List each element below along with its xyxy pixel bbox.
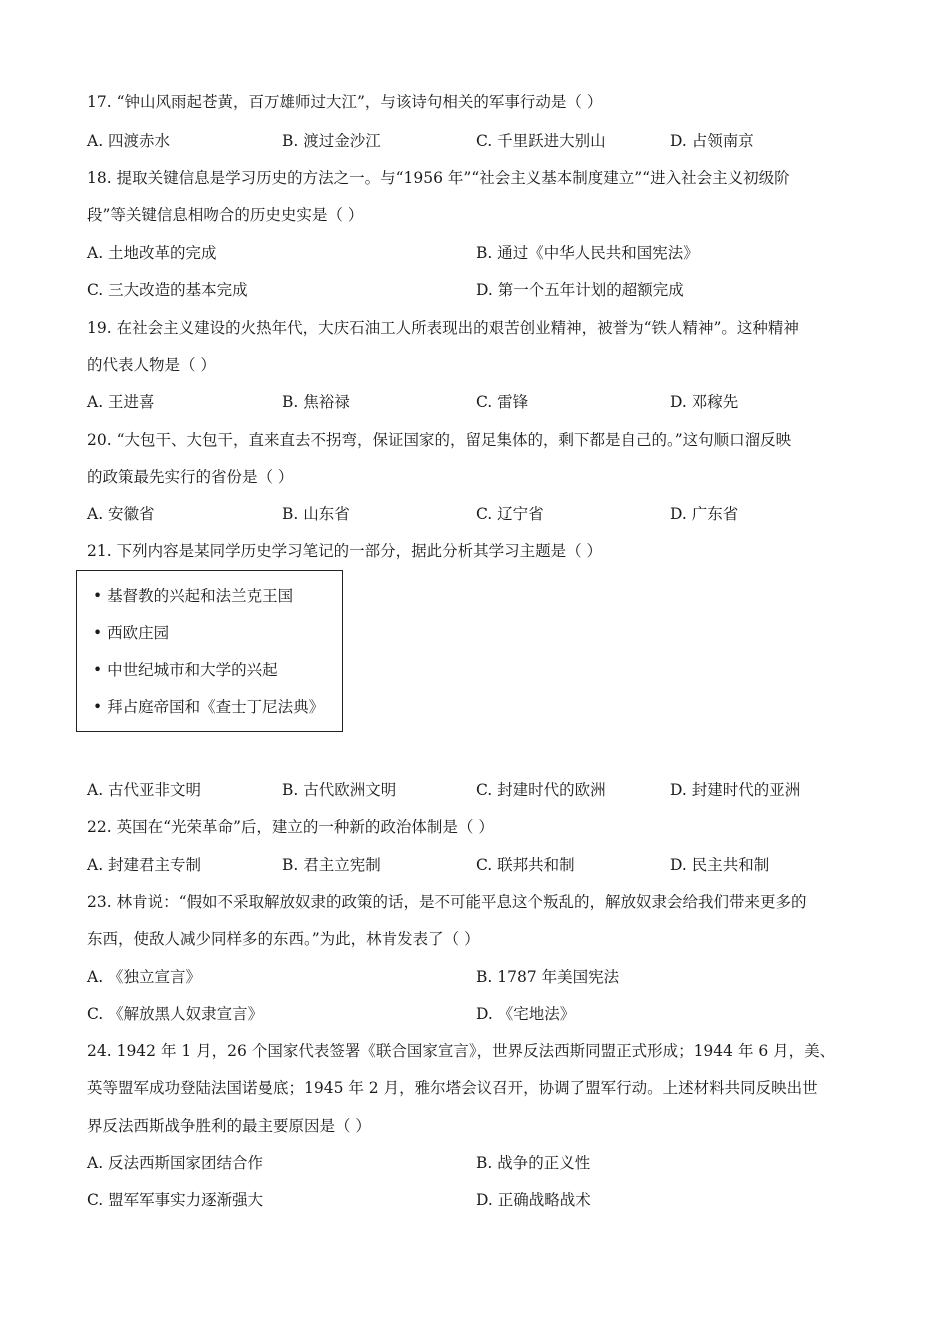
- note-item: • 西欧庄园: [93, 624, 170, 642]
- question-18-stem-line-2: 段”等关键信息相吻合的历史史实是（ ）: [87, 206, 364, 224]
- question-17-stem: 17. “钟山风雨起苍黄，百万雄师过大江”，与该诗句相关的军事行动是（ ）: [87, 93, 603, 111]
- q18-option-d: D. 第一个五年计划的超额完成: [476, 281, 684, 299]
- q21-option-d: D. 封建时代的亚洲: [670, 781, 801, 799]
- q23-option-c: C. 《解放黑人奴隶宣言》: [87, 1005, 264, 1023]
- q22-option-d: D. 民主共和制: [670, 856, 770, 874]
- note-item: • 中世纪城市和大学的兴起: [93, 661, 278, 679]
- q23-option-d: D. 《宅地法》: [476, 1005, 576, 1023]
- q19-option-a: A. 王进喜: [87, 393, 155, 411]
- q21-option-a: A. 古代亚非文明: [87, 781, 202, 799]
- q18-option-b: B. 通过《中华人民共和国宪法》: [476, 244, 699, 262]
- q22-option-c: C. 联邦共和制: [476, 856, 575, 874]
- q19-option-d: D. 邓稼先: [670, 393, 739, 411]
- question-19-stem-line-1: 19. 在社会主义建设的火热年代，大庆石油工人所表现出的艰苦创业精神，被誉为“铁人精神”。这种精神: [87, 319, 799, 337]
- q23-option-a: A. 《独立宣言》: [87, 968, 202, 986]
- q20-option-b: B. 山东省: [282, 505, 350, 523]
- question-19-stem-line-2: 的代表人物是（ ）: [87, 356, 216, 374]
- q17-option-d: D. 占领南京: [670, 132, 754, 150]
- question-24-stem-line-3: 界反法西斯战争胜利的最主要原因是（ ）: [87, 1117, 371, 1135]
- question-20-stem-line-1: 20. “大包干、大包干，直来直去不拐弯，保证国家的，留足集体的，剩下都是自己的。”这句顺口溜反映: [87, 431, 792, 449]
- q23-option-b: B. 1787 年美国宪法: [476, 968, 620, 986]
- q22-option-a: A. 封建君主专制: [87, 856, 202, 874]
- q21-option-b: B. 古代欧洲文明: [282, 781, 397, 799]
- q19-option-b: B. 焦裕禄: [282, 393, 350, 411]
- question-22-stem: 22. 英国在“光荣革命”后，建立的一种新的政治体制是（ ）: [87, 818, 494, 836]
- q19-option-c: C. 雷锋: [476, 393, 529, 411]
- q17-option-a: A. 四渡赤水: [87, 132, 171, 150]
- q21-option-c: C. 封建时代的欧洲: [476, 781, 606, 799]
- q20-option-a: A. 安徽省: [87, 505, 155, 523]
- note-item: • 基督教的兴起和法兰克王国: [93, 587, 294, 605]
- question-23-stem-line-1: 23. 林肯说：“假如不采取解放奴隶的政策的话，是不可能平息这个叛乱的，解放奴隶会给我们带来更多的: [87, 893, 807, 911]
- question-21-stem: 21. 下列内容是某同学历史学习笔记的一部分，据此分析其学习主题是（ ）: [87, 542, 603, 560]
- question-23-stem-line-2: 东西，使敌人减少同样多的东西。”为此，林肯发表了（ ）: [87, 930, 480, 948]
- q17-option-b: B. 渡过金沙江: [282, 132, 381, 150]
- question-20-stem-line-2: 的政策最先实行的省份是（ ）: [87, 468, 294, 486]
- study-notes-box: [76, 570, 343, 732]
- q22-option-b: B. 君主立宪制: [282, 856, 381, 874]
- q18-option-c: C. 三大改造的基本完成: [87, 281, 248, 299]
- q20-option-c: C. 辽宁省: [476, 505, 544, 523]
- q20-option-d: D. 广东省: [670, 505, 739, 523]
- question-24-stem-line-1: 24. 1942 年 1 月，26 个国家代表签署《联合国家宣言》，世界反法西斯同盟正式形成；1944 年 6 月，美、: [87, 1042, 836, 1060]
- question-24-stem-line-2: 英等盟军成功登陆法国诺曼底；1945 年 2 月，雅尔塔会议召开，协调了盟军行动。上述材料共同反映出世: [87, 1079, 818, 1097]
- note-item: • 拜占庭帝国和《查士丁尼法典》: [93, 698, 325, 716]
- q17-option-c: C. 千里跃进大别山: [476, 132, 606, 150]
- q24-option-d: D. 正确战略战术: [476, 1191, 591, 1209]
- q24-option-a: A. 反法西斯国家团结合作: [87, 1154, 264, 1172]
- q18-option-a: A. 土地改革的完成: [87, 244, 217, 262]
- question-18-stem-line-1: 18. 提取关键信息是学习历史的方法之一。与“1956 年”“社会主义基本制度建立”“进入社会主义初级阶: [87, 169, 790, 187]
- q24-option-c: C. 盟军军事实力逐渐强大: [87, 1191, 264, 1209]
- q24-option-b: B. 战争的正义性: [476, 1154, 591, 1172]
